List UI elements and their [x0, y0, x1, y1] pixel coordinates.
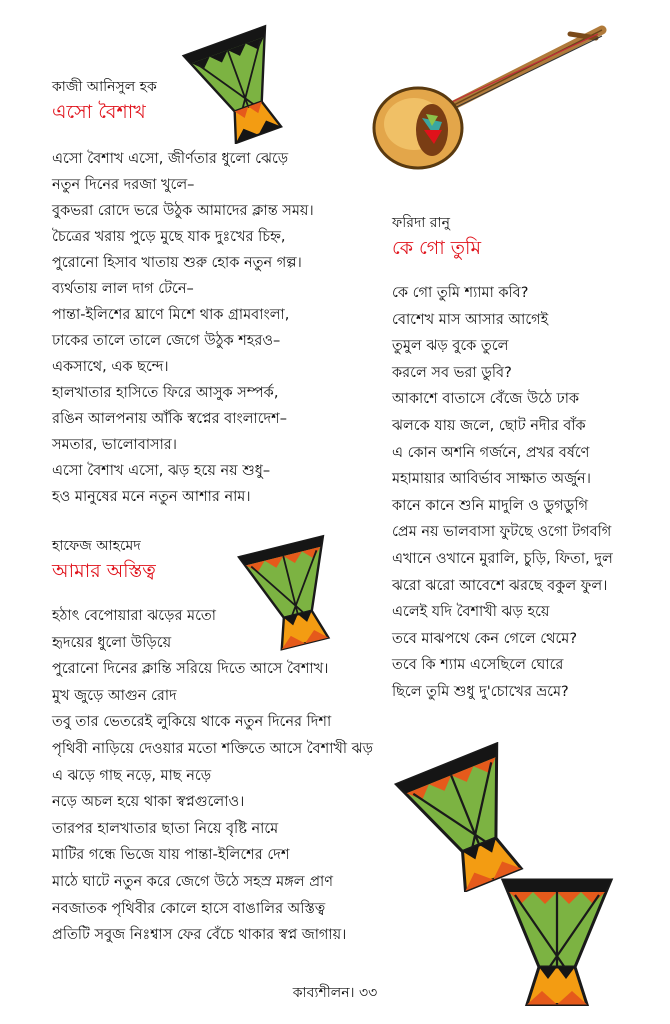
poem-author: কাজী আনিসুল হক	[52, 79, 157, 95]
poem-line: সমতার, ভালোবাসার।	[52, 437, 177, 453]
poem-ese-boishakh	[52, 78, 314, 510]
poem-line: প্রেম নয় ভালবাসা ফুটছে ওগো টগবগি	[392, 524, 612, 541]
poem-lines	[392, 280, 613, 706]
poem-line: হালখাতার হাসিতে ফিরে আসুক সম্পর্ক,	[52, 385, 279, 401]
poem-title: কে গো তুমি	[392, 237, 481, 259]
page-footer: কাব্যশীলন। ৩৩	[292, 985, 378, 1001]
poem-line: কানে কানে শুনি মাদুলি ও ডুগডুগি	[392, 497, 588, 514]
poem-line: চৈত্রের খরায় পুড়ে মুছে যাক দুঃখের চিহ্ন,	[52, 229, 286, 245]
poem-line: একসাথে, এক ছন্দে।	[52, 359, 169, 375]
poem-line: এসো বৈশাখ এসো, ঝড় হয়ে নয় শুধু–	[52, 463, 271, 479]
poem-line: বোশেখ মাস আসার আগেই	[392, 311, 549, 328]
poem-amar-ostitto	[52, 537, 373, 949]
poem-line: নতুন দিনের দরজা খুলে–	[52, 177, 195, 193]
poem-line: হঠাৎ বেপোয়ারা ঝড়ের মতো	[52, 608, 216, 624]
poem-line: তুমুল ঝড় বুকে তুলে	[392, 338, 509, 355]
poem-line: এখানে ওখানে মুরালি, চুড়ি, ফিতা, দুল	[392, 550, 613, 567]
poem-line: ঝলকে যায় জলে, ছোট নদীর বাঁক	[392, 417, 586, 434]
poem-line: মুখ জুড়ে আগুন রোদ	[52, 687, 177, 704]
poem-line: তবে কি শ্যাম এসেছিলে ঘোরে	[392, 657, 564, 674]
poem-line: মহামায়ার আবির্ভাব সাক্ষাত অর্জুন।	[392, 471, 591, 488]
poem-line: হও মানুষের মনে নতুন আশার নাম।	[52, 489, 251, 505]
poem-line: আকাশে বাতাসে বেঁজে উঠে ঢাক	[392, 391, 580, 408]
poem-line: ঝরো ঝরো আবেশে ঝরছে বকুল ফুল।	[392, 577, 608, 594]
poem-lines	[52, 146, 314, 510]
poem-line: পান্তা-ইলিশের ঘ্রাণে মিশে থাক গ্রামবাংলা,	[52, 307, 290, 323]
poem-line: কে গো তুমি শ্যামা কবি?	[392, 285, 529, 301]
poem-line: মাঠে ঘাটে নতুন করে জেগে উঠে সহস্র মঙ্গল প্রাণ	[52, 873, 333, 890]
poem-line: ব্যর্থতায় লাল দাগ টেনে–	[52, 281, 194, 297]
poem-lines	[52, 603, 373, 949]
poem-line: এলেই যদি বৈশাখী ঝড় হয়ে	[392, 604, 550, 621]
poem-author: হাফেজ আহমেদ	[52, 538, 141, 554]
poem-line: পৃথিবী নাড়িয়ে দেওয়ার মতো শক্তিতে আসে বৈশাখী ঝড়	[52, 740, 373, 757]
poem-title: এসো বৈশাখ	[52, 101, 146, 123]
poem-line: প্রতিটি সবুজ নিঃশ্বাস ফের বেঁচে থাকার স্বপ্ন জাগায়।	[52, 927, 347, 944]
poem-line: বুকভরা রোদে ভরে উঠুক আমাদের ক্লান্ত সময়।	[52, 203, 314, 219]
poem-line: মাটির গন্ধে ভিজে যায় পান্তা-ইলিশের দেশ	[52, 847, 290, 864]
poem-line: ঢাকের তালে তালে জেগে উঠুক শহরও–	[52, 333, 281, 349]
poem-line: হৃদয়ের ধুলো উড়িয়ে	[52, 634, 172, 651]
poem-line: এ ঝড়ে গাছ নড়ে, মাছ নড়ে	[52, 767, 212, 784]
poem-line: নবজাতক পৃথিবীর কোলে হাসে বাঙালির অস্তিত্ব	[52, 900, 326, 917]
poem-line: এসো বৈশাখ এসো, জীর্ণতার ধুলো ঝেড়ে	[52, 151, 289, 167]
poem-line: তারপর হালখাতার ছাতা নিয়ে বৃষ্টি নামে	[52, 820, 279, 837]
poem-line: করলে সব ভরা ডুবি?	[392, 364, 512, 381]
poem-line: নড়ে অচল হয়ে থাকা স্বপ্নগুলোও।	[52, 794, 245, 811]
poem-author: ফরিদা রানু	[392, 215, 450, 231]
poem-line: ছিলে তুমি শুধু দু'চোখের ভ্রমে?	[392, 683, 569, 700]
poem-line: তবু তার ভেতরেই লুকিয়ে থাকে নতুন দিনের দিশা	[52, 714, 332, 731]
poem-line: রঙিন আলপনায় আঁকি স্বপ্নের বাংলাদেশ–	[52, 411, 287, 427]
poem-line: পুরোনো দিনের ক্লান্তি সরিয়ে দিতে আসে বৈশাখ।	[52, 661, 329, 678]
poem-line: এ কোন অশনি গর্জনে, প্রখর বর্ষণে	[392, 444, 590, 461]
poem-ke-go-tumi	[392, 214, 613, 706]
poem-title: আমার অস্তিত্ব	[52, 560, 156, 582]
poem-line: তবে মাঝপথে কেন গেলে থেমে?	[392, 630, 578, 647]
ektara-instrument-icon	[366, 18, 616, 178]
poem-line: পুরোনো হিসাব খাতায় শুরু হোক নতুন গল্প।	[52, 255, 302, 271]
